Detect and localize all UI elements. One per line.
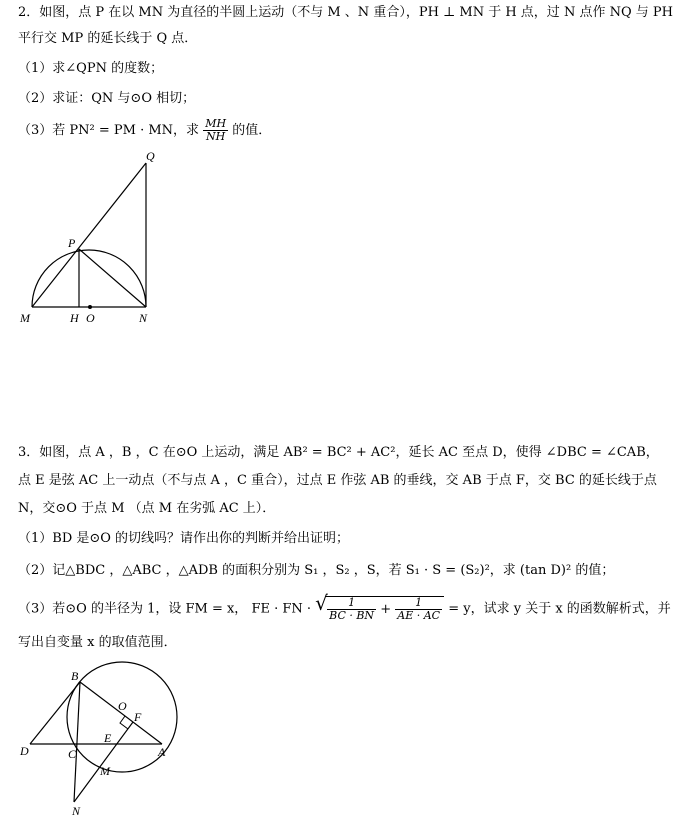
problem3-q3-plus: +	[380, 602, 392, 617]
label-o3: O	[118, 699, 127, 713]
problem3-intro-line3: N，交⊙O 于点 M （点 M 在劣弧 AC 上）．	[18, 501, 276, 516]
label-q: Q	[146, 149, 155, 163]
line-pn	[79, 249, 146, 307]
problem3-question3-line2: 写出自变量 x 的取值范围．	[18, 635, 177, 650]
problem3-q3-f2-num: 1	[395, 597, 442, 610]
problem2-q3-fraction	[203, 118, 228, 143]
center-o-dot	[88, 305, 92, 309]
label-p: P	[68, 236, 76, 250]
label-o: O	[86, 311, 95, 325]
label-b: B	[71, 669, 79, 683]
label-c: C	[68, 747, 77, 761]
label-h: H	[70, 311, 79, 325]
problem3-q3-fraction2	[395, 597, 442, 622]
problem3-q3-prefix: （3）若⊙O 的半径为 1，设 FM = x， FE · FN ·	[18, 601, 312, 617]
line-ba	[80, 682, 162, 744]
problem3-figure	[0, 660, 200, 839]
problem2-q3-suffix: 的值．	[232, 123, 272, 138]
problem3-q3-suffix: = y，试求 y 关于 x 的函数解析式，并	[448, 601, 671, 617]
label-a: A	[158, 745, 166, 759]
label-m: M	[20, 311, 30, 325]
problem2-question2: （2）求证：QN 与⊙O 相切；	[18, 91, 196, 106]
problem2-intro-line1: 2．如图，点 P 在以 MN 为直径的半圆上运动（不与 M 、N 重合），PH ⊥ MN 于 H 点，过 N 点作 NQ 与 PH	[18, 5, 673, 20]
problem3-question3	[18, 591, 671, 622]
problem3-intro-line2: 点 E 是弦 AC 上一动点（不与点 A ，C 重合），过点 E 作弦 AB 的垂线，交 AB 于点 F，交 BC 的延长线于点	[18, 473, 657, 488]
line-mq	[32, 163, 146, 307]
semicircle-arc	[32, 250, 146, 307]
problem2-q3-denominator: NH	[206, 130, 226, 143]
problem2-intro-line2: 平行交 MP 的延长线于 Q 点．	[18, 31, 198, 46]
label-m3: M	[100, 764, 110, 778]
problem3-q3-fraction1	[327, 597, 376, 622]
problem2-figure	[0, 145, 200, 330]
problem2-question1: （1）求∠QPN 的度数；	[18, 61, 164, 76]
line-bd	[30, 682, 80, 744]
problem3-q3-radicand	[325, 596, 444, 622]
sqrt-symbol: √	[315, 591, 328, 615]
problem3-q3-f2-den: AE · AC	[397, 609, 441, 622]
problem2-q3-numerator: MH	[205, 117, 227, 130]
problem2-question3	[18, 118, 271, 143]
label-n3: N	[72, 804, 81, 818]
label-n: N	[139, 311, 148, 325]
label-d: D	[20, 744, 29, 758]
problem3-question1: （1）BD 是⊙O 的切线吗？请作出你的判断并给出证明；	[18, 531, 350, 546]
problem3-intro-line1: 3．如图，点 A ，B ，C 在⊙O 上运动，满足 AB² = BC² + AC²，延长 AC 至点 D，使得 ∠DBC = ∠CAB，	[18, 445, 659, 460]
problem3-q3-sqrt	[315, 591, 444, 622]
line-bn	[74, 682, 80, 802]
problem3-q3-f1-den: BC · BN	[329, 609, 375, 622]
problem2-q3-prefix: （3）若 PN² = PM · MN，求	[18, 123, 200, 138]
label-f: F	[134, 710, 142, 724]
problem3-q3-f1-num: 1	[327, 597, 376, 610]
problem3-question2: （2）记△BDC ，△ABC ，△ADB 的面积分别为 S₁ ，S₂ ，S，若 S₁ · S = (S₂)²，求 (tan D)² 的值；	[18, 563, 615, 578]
label-e: E	[104, 731, 112, 745]
